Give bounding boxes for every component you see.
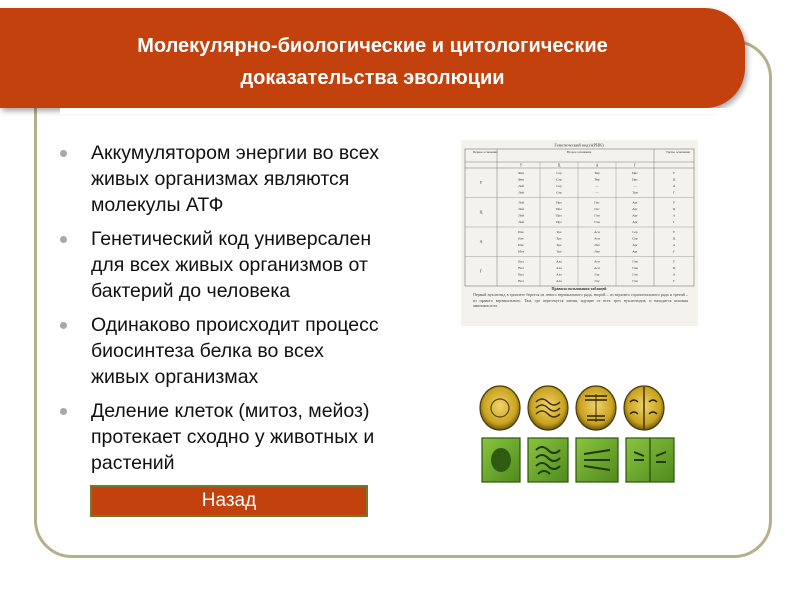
amino-acid-cell: Сер [632,236,638,241]
amino-acid-cell: Сер [556,190,562,195]
slide-title [0,30,745,94]
amino-acid-cell: Гли [632,259,638,264]
animal-cell-micrograph [624,386,664,430]
amino-acid-cell: Ала [556,259,562,264]
amino-acid-cell: Глу [594,272,600,277]
amino-acid-cell: Арг [632,200,638,205]
code-table-header-second: Второе основание [566,150,592,154]
third-base-label: Г [673,249,675,254]
amino-acid-cell: Сер [556,171,562,175]
amino-acid-cell: Тре [556,249,562,254]
title-underline [60,108,740,114]
amino-acid-cell: Глн [594,220,600,224]
amino-acid-cell: Асн [594,236,600,241]
amino-acid-cell: Глу [594,279,600,283]
amino-acid-cell: Сер [632,230,638,234]
amino-acid-cell: Тре [556,236,562,241]
third-base-label: У [672,200,676,205]
amino-acid-cell: Вал [518,259,524,264]
first-base-label: А [479,239,483,244]
bullet-list [56,140,386,484]
amino-acid-cell: Арг [632,220,638,224]
amino-acid-cell: Сер [556,184,562,188]
amino-acid-cell: Лей [518,184,524,188]
cell-division-image [478,378,678,490]
amino-acid-cell: Лей [518,200,524,205]
third-base-label: Г [673,220,675,224]
amino-acid-cell: Гли [632,279,638,283]
bullet-item: Одинаково происходит процесс биосинтеза белка во всех живых организмах [56,312,386,390]
amino-acid-cell: Ала [556,272,562,277]
amino-acid-cell: Лиз [594,243,600,247]
third-base-label: А [672,243,676,247]
third-base-label: У [672,259,676,264]
amino-acid-cell: Арг [632,207,638,211]
amino-acid-cell: Лей [518,207,524,211]
code-table-header-third: Третье основание [666,150,690,154]
amino-acid-cell: Цис [632,171,638,175]
amino-acid-cell: Асп [594,266,600,270]
bullet-item: Аккумулятором энергии во всех живых организмах являются молекулы АТФ [56,140,386,218]
amino-acid-cell: Вал [518,279,524,283]
code-table-header-first: Первое основание [473,150,498,154]
amino-acid-cell: Про [556,213,562,218]
code-table-title: Генетический код (иРНК) [554,142,604,148]
amino-acid-cell: Арг [632,213,638,218]
amino-acid-cell: Фен [518,177,524,182]
amino-acid-cell: Гис [594,200,600,205]
third-base-label: А [672,272,676,277]
second-base-label: А [595,163,599,168]
plant-cell-micrograph [482,438,520,482]
bullet-dot-icon [60,150,67,157]
amino-acid-cell: Тре [556,243,562,247]
slide-title-line-2: доказательства эволюции [240,67,505,89]
amino-acid-cell: Лей [518,213,524,218]
amino-acid-cell: Ала [556,279,562,283]
bullet-item: Генетический код универсален для всех живых организмов от бактерий до человека [56,226,386,304]
title-banner [0,8,745,108]
amino-acid-cell: Цис [632,177,638,182]
second-base-label: У [519,163,523,168]
back-button[interactable]: Назад [90,485,368,517]
third-base-label: А [672,184,676,188]
plant-cell-micrograph [626,438,674,482]
amino-acid-cell: Асн [594,230,600,234]
amino-acid-cell: — [595,184,599,188]
first-base-label: Г [479,268,483,274]
first-base-label: Ц [479,209,483,215]
amino-acid-cell: Лей [518,220,524,224]
amino-acid-cell: Иле [518,230,524,234]
third-base-label: Ц [672,236,676,241]
amino-acid-cell: Лиз [594,249,600,254]
amino-acid-cell: Мет [518,249,524,254]
third-base-label: А [672,213,676,218]
third-base-label: Г [673,279,675,283]
amino-acid-cell: Гли [632,272,638,277]
amino-acid-cell: Про [556,220,562,224]
amino-acid-cell: — [595,190,599,195]
code-table-rules-title: Правила пользования таблицей [551,287,607,291]
third-base-label: Г [673,190,675,195]
amino-acid-cell: Асп [594,259,600,264]
second-base-label: Г [633,163,637,168]
amino-acid-cell: Тир [594,171,600,175]
amino-acid-cell: Глн [594,213,600,218]
bullet-dot-icon [60,408,67,415]
amino-acid-cell: Гли [632,266,638,270]
amino-acid-cell: Вал [518,266,524,270]
amino-acid-cell: Тир [594,177,600,182]
animal-cell-micrograph [576,386,616,430]
amino-acid-cell: Иле [518,243,524,247]
animal-cell-micrograph [480,386,520,430]
bullet-dot-icon [60,236,67,243]
amino-acid-cell: Ала [556,266,562,270]
amino-acid-cell: Арг [632,243,638,247]
third-base-label: У [672,171,676,175]
amino-acid-cell: Тре [556,230,562,234]
third-base-label: Ц [672,266,676,270]
amino-acid-cell: Про [556,200,562,205]
amino-acid-cell: Лей [518,190,524,195]
code-table-rules-text: Первый нуклеотид в триплете берется из левого вертикального ряда, второй – из верхнего горизонтального ряда и третий – из правого вертикального. Там, где пересекутся линии, идущие от всех трех нуклеотидов, и находится искомая аминокислота. [473,292,688,308]
amino-acid-cell: Иле [518,236,524,241]
first-base-label: У [479,180,483,185]
amino-acid-cell: Вал [518,272,524,277]
second-base-label: Ц [557,163,561,168]
third-base-label: Ц [672,177,676,182]
plant-cell-micrograph [576,438,618,482]
amino-acid-cell: — [633,184,637,188]
plant-cell-micrograph [528,438,568,482]
third-base-label: Ц [672,207,676,211]
amino-acid-cell: Про [556,207,562,211]
genetic-code-table-image [461,140,698,326]
bullet-item: Деление клеток (митоз, мейоз) протекает сходно у животных и растений [56,398,386,476]
amino-acid-cell: Арг [632,249,638,254]
amino-acid-cell: Гис [594,207,600,211]
slide-title-line-1: Молекулярно-биологические и цитологические [137,35,608,57]
amino-acid-cell: Сер [556,177,562,182]
animal-cell-micrograph [528,386,568,430]
amino-acid-cell: Фен [518,171,524,175]
amino-acid-cell: Три [632,190,638,195]
third-base-label: У [672,230,676,234]
bullet-dot-icon [60,322,67,329]
